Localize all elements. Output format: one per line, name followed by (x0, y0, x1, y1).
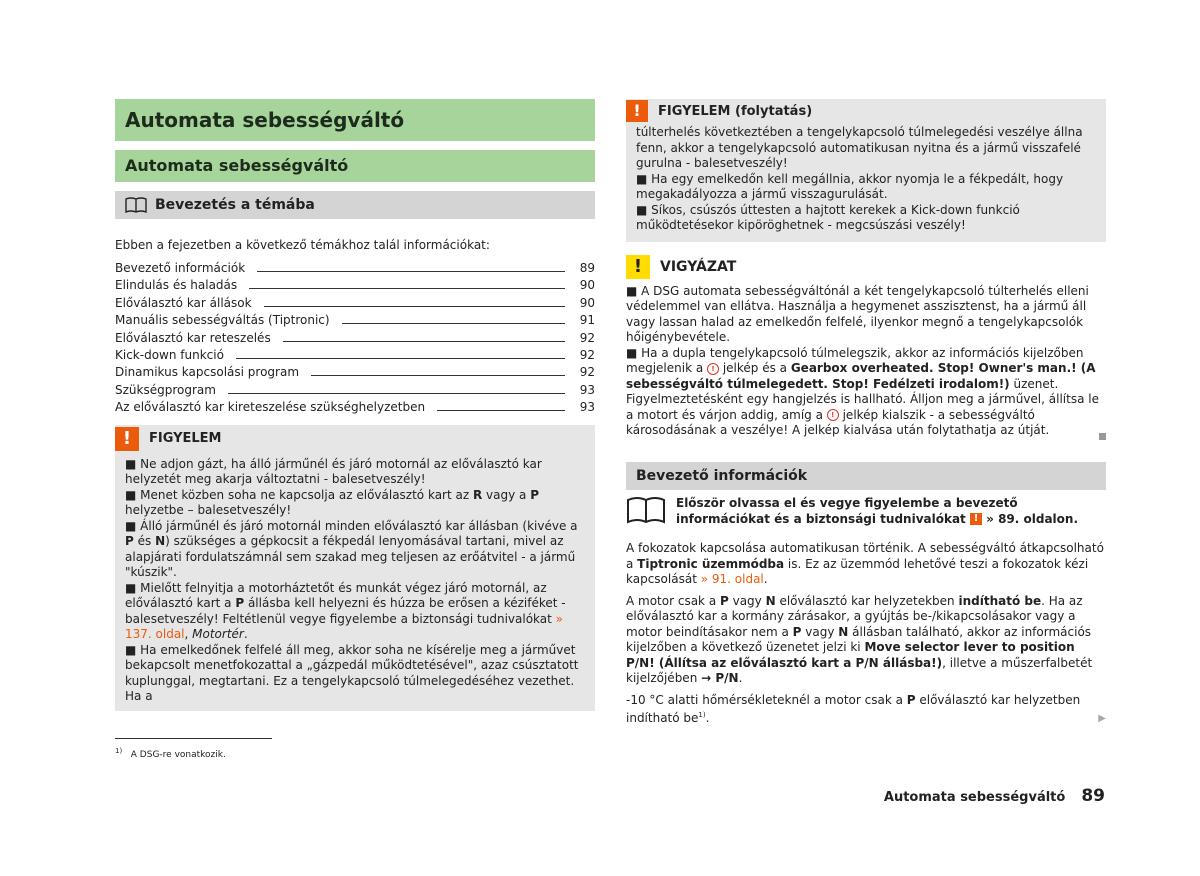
warning-paragraph: ■ Síkos, csúszós úttesten a hajtott kerekek a Kick-down funkció működtetésekor kipöröghetnek - megcsúszási veszély! (636, 202, 1020, 232)
continue-arrow-icon: ▶ (1098, 713, 1106, 724)
warning-paragraph: túlterhelés következtében a tengelykapcsoló túlmelegedési veszélye állna fenn, akkor a tengelykapcsoló automatikusan nyitna és a jármű visszafelé gurulna - balesetveszély! (636, 125, 1083, 170)
toc-leader (283, 341, 565, 342)
toc-title: Szükségprogram (115, 382, 216, 397)
warning-paragraph: ■ Mielőtt felnyitja a motorháztetőt és munkát végez járó motornál, az előválasztó kart a P állásba kell helyezni és húzza be erősen a kéziféket - balesetveszély! Feltétlenül vegye figyelembe a biztonsági tudnivalókat » 137. oldal, Motortér. (125, 580, 566, 642)
page-footer (884, 786, 1105, 806)
toc-page: 91 (579, 313, 595, 328)
toc-row[interactable] (115, 296, 595, 313)
warning-icon: ! (115, 427, 139, 451)
page-link[interactable]: » 137. oldal (125, 611, 564, 642)
footnote-divider (115, 738, 272, 739)
section-title: Automata sebességváltó (115, 150, 595, 182)
toc-leader (228, 393, 565, 394)
warning-continued-box (626, 99, 1106, 242)
toc-leader (342, 323, 565, 324)
right-column (626, 99, 1106, 727)
caution-header (626, 254, 1106, 280)
chapter-title: Automata sebességváltó (115, 99, 595, 141)
warning-paragraph: ■ Ne adjon gázt, ha álló járműnél és járó motornál az előválasztó kar helyzetét meg akarja változtatni - balesetveszély! (125, 456, 542, 487)
book-icon (125, 197, 147, 213)
section-end-marker (1099, 433, 1106, 440)
intro-text: Ebben a fejezetben a következő témákhoz talál információkat: (115, 238, 490, 252)
body-paragraph: A fokozatok kapcsolása automatikusan történik. A sebességváltó átkapcsolható a Tiptronic üzemmódba is. Ez az üzemmód lehetővé teszi a fokozatok kézi kapcsolását » 91. oldal. (626, 541, 1104, 586)
toc-title: Előválasztó kar állások (115, 295, 252, 310)
toc-leader (236, 358, 565, 359)
warning-continued-header (626, 99, 1106, 123)
caution-title: VIGYÁZAT (660, 258, 737, 275)
toc-leader (264, 306, 565, 307)
subsection-title: Bevezetés a témába (155, 197, 315, 213)
toc-row[interactable] (115, 313, 595, 330)
warning-paragraph: ■ Álló járműnél és járó motornál minden előválasztó kar állásban (kivéve a P és N) szükséges a gépkocsit a fékpedál lenyomásával tartani, mivel az alapjárati fordulatszámnál sem szakad meg teljesen az erőátvitel - a jármű "kúszik". (125, 518, 578, 580)
page-number: 89 (1081, 786, 1105, 806)
gearbox-warning-icon: ! (707, 363, 719, 375)
toc-page: 92 (579, 347, 595, 362)
toc-leader (257, 271, 565, 272)
caution-body (626, 280, 1106, 445)
toc-title: Dinamikus kapcsolási program (115, 365, 300, 380)
toc-title: Az előválasztó kar kireteszelése szükséghelyzetben (115, 400, 426, 415)
toc-title: Manuális sebességváltás (Tiptronic) (115, 313, 330, 328)
toc-row[interactable] (115, 331, 595, 348)
footer-title: Automata sebességváltó (883, 790, 1066, 805)
toc-leader (311, 375, 565, 376)
section-header: Bevezető információk (626, 462, 1106, 490)
toc-page: 92 (579, 330, 595, 345)
warning-title: FIGYELEM (149, 431, 222, 447)
warning-body (115, 453, 595, 711)
subsection-header (115, 191, 595, 219)
warning-paragraph: ■ Ha emelkedőnek felfelé áll meg, akkor soha ne kísérelje meg a járművet bekapcsolt menetfokozattal a „gázpedál működtetésével", azaz csúsztatott kuplunggal, megtartani. Ez a tengelykapcsoló túlmelegedéséhez vezethet. Ha a (125, 642, 579, 704)
page-link[interactable]: » 91. oldal (700, 572, 764, 586)
toc-page: 93 (579, 400, 595, 415)
toc-page: 90 (579, 295, 595, 310)
body-paragraph: A motor csak a P vagy N előválasztó kar helyzetekben indítható be. Ha az előválasztó kar a kormány zárásakor, a gyújtás be-/kikapcsolásakor vagy a motor beindításakor nem a P vagy N állásban található, akkor az információs kijelzőben a következő üzenetet jelzi ki Move selector lever to position P/N! (Állítsa az előválasztó kart a P/N állásba!), illetve a műszerfalbetét kijelzőjében → P/N. (626, 593, 1093, 685)
toc-row[interactable] (115, 365, 595, 382)
body-paragraph: -10 °C alatti hőmérsékleteknél a motor csak a P előválasztó kar helyzetben indítható $be^{1)}$. ▶ (626, 692, 1106, 725)
warning-continued-title: FIGYELEM (folytatás) (658, 103, 813, 119)
gearbox-warning-icon: ! (827, 409, 839, 421)
caution-paragraph: ■ Ha a dupla tengelykapcsoló túlmelegszik, akkor az információs kijelzőben megjelenik a ! jelkép és a Gearbox overheated. Stop! Owner's man.! (A sebességváltó túlmelegedett. Stop! Fedélzeti irodalom!) üzenet. Figyelmeztetésként egy hangjelzés is hallható. Álljon meg a járművel, állítsa le a motort és várjon addig, amíg a ! jelkép kialszik - a sebességváltó károsodásának a veszélye! A jelkép kialvása után folytathatja az útját. (626, 345, 1099, 437)
book-icon (626, 496, 666, 524)
toc-page: 92 (579, 365, 595, 380)
warning-icon: ! (970, 513, 982, 525)
read-first-note: Először olvassa el és vegye figyelembe a bevezető információkat és a biztonsági tudnivalókat ! » 89. oldalon. (626, 496, 1106, 527)
left-column (115, 99, 595, 711)
warning-paragraph: ■ Menet közben soha ne kapcsolja az előválasztó kart az R vagy a P helyzetbe – balesetveszély! (125, 487, 540, 518)
toc-title: Elindulás és haladás (115, 278, 238, 293)
toc-page: 93 (579, 382, 595, 397)
toc-title: Kick-down funkció (115, 347, 224, 362)
toc-title: Bevezető információk (115, 261, 246, 275)
toc-row[interactable] (115, 400, 595, 417)
toc-row[interactable] (115, 383, 595, 400)
toc-row[interactable] (115, 348, 595, 365)
warning-continued-body (626, 123, 1106, 242)
warning-header (115, 425, 595, 453)
footnote: $^{1)}$ A DSG-re vonatkozik. (115, 747, 226, 760)
warning-paragraph: ■ Ha egy emelkedőn kell megállnia, akkor nyomja le a fékpedált, hogy megakadályozza a jármű visszagurulását. (636, 171, 1064, 201)
caution-icon: ! (626, 255, 650, 279)
toc-page: 90 (579, 278, 595, 293)
toc-leader (437, 410, 565, 411)
warning-icon: ! (626, 100, 648, 122)
toc-row[interactable] (115, 261, 595, 278)
table-of-contents (115, 261, 595, 418)
toc-row[interactable] (115, 278, 595, 295)
toc-page: 89 (579, 261, 595, 275)
toc-leader (249, 288, 565, 289)
toc-title: Előválasztó kar reteszelés (115, 330, 271, 345)
caution-paragraph: ■ A DSG automata sebességváltónál a két tengelykapcsoló túlterhelés elleni védelemmel van ellátva. Használja a hegymenet asszisztenst, ha a jármű áll vagy lassan halad az emelkedőn felfelé, ilyenkor megnő a tengelykapcsolók hőigénybevétele. (626, 283, 1089, 344)
warning-box (115, 425, 595, 711)
